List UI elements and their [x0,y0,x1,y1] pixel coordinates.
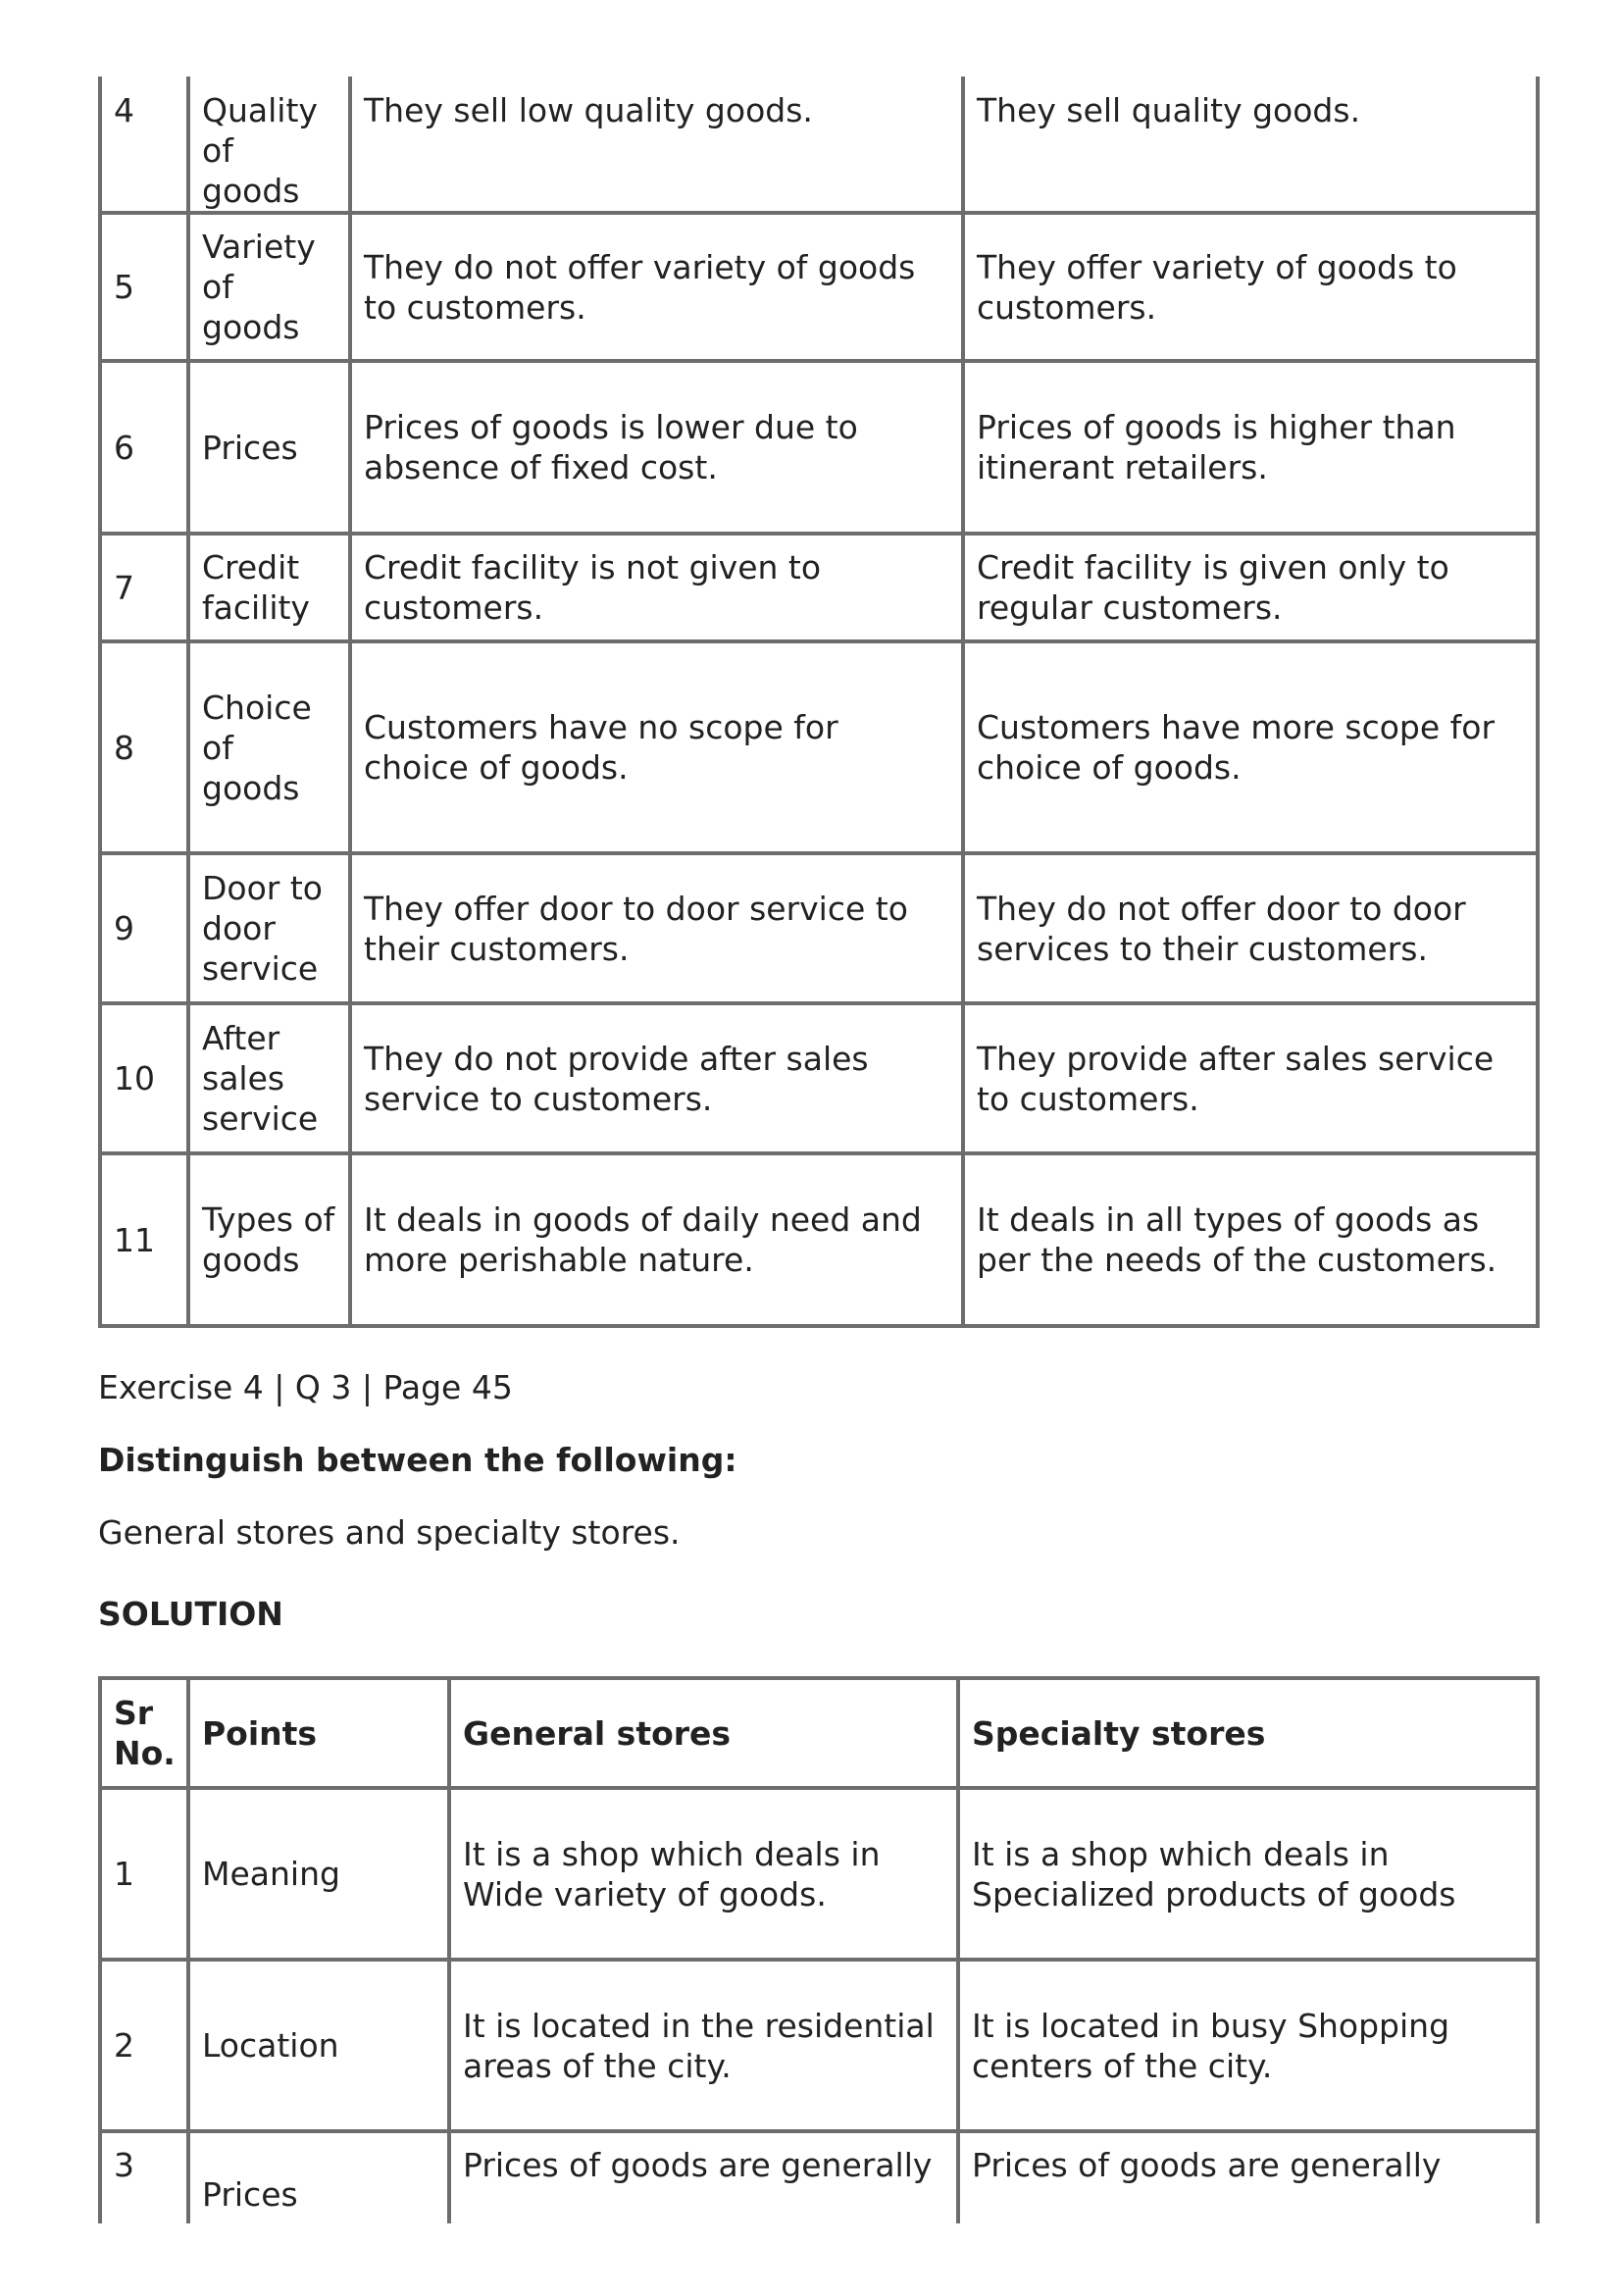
general-stores-cell: It is located in the residential areas of the city. [449,1960,958,2131]
table-row [100,1788,1538,1960]
sr-no-cell: 6 [100,361,188,534]
specialty-stores-cell: It is a shop which deals in Specialized products of goods [958,1788,1538,1960]
fixed-shop-cell: Customers have more scope for choice of goods. [963,641,1538,853]
point-cell: Types of goods [188,1153,350,1326]
point-cell: Prices [188,2131,449,2223]
table-row [100,361,1538,534]
table-row [100,853,1538,1003]
table-row [100,1153,1538,1326]
itinerant-cell: They offer door to door service to their customers. [350,853,963,1003]
header-specialty-stores: Specialty stores [958,1678,1538,1788]
table-row [100,1960,1538,2131]
point-cell: Prices [188,361,350,534]
exercise-reference: Exercise 4 | Q 3 | Page 45 [98,1368,513,1406]
header-points: Points [188,1678,449,1788]
sr-no-cell: 8 [100,641,188,853]
solution-table [98,1676,1540,2223]
point-cell: After sales service [188,1003,350,1153]
itinerant-cell: They do not offer variety of goods to customers. [350,213,963,361]
header-sr-no: Sr No. [100,1678,188,1788]
sr-no-cell: 9 [100,853,188,1003]
sr-no-cell: 7 [100,534,188,641]
point-cell: Quality of goods [188,77,350,213]
fixed-shop-cell: Prices of goods is higher than itinerant retailers. [963,361,1538,534]
fixed-shop-cell: It deals in all types of goods as per the needs of the customers. [963,1153,1538,1326]
sr-no-cell: 5 [100,213,188,361]
fixed-shop-cell: They provide after sales service to customers. [963,1003,1538,1153]
sr-no-cell: 4 [100,77,188,213]
sr-no-cell: 2 [100,1960,188,2131]
table-row [100,2131,1538,2223]
general-stores-cell: It is a shop which deals in Wide variety of goods. [449,1788,958,1960]
header-general-stores: General stores [449,1678,958,1788]
itinerant-cell: They do not provide after sales service to customers. [350,1003,963,1153]
sr-no-cell: 11 [100,1153,188,1326]
itinerant-cell: It deals in goods of daily need and more perishable nature. [350,1153,963,1326]
specialty-stores-cell: Prices of goods are generally [958,2131,1538,2223]
sr-no-cell: 3 [100,2131,188,2223]
sr-no-cell: 1 [100,1788,188,1960]
itinerant-cell: They sell low quality goods. [350,77,963,213]
point-cell: Location [188,1960,449,2131]
point-cell: Door to door service [188,853,350,1003]
itinerant-cell: Prices of goods is lower due to absence of fixed cost. [350,361,963,534]
fixed-shop-cell: They sell quality goods. [963,77,1538,213]
solution-label: SOLUTION [98,1595,283,1633]
comparison-table-continued [98,77,1540,1328]
point-cell: Meaning [188,1788,449,1960]
sr-no-cell: 10 [100,1003,188,1153]
specialty-stores-cell: It is located in busy Shopping centers of the city. [958,1960,1538,2131]
general-stores-cell: Prices of goods are generally [449,2131,958,2223]
table-header-row [100,1678,1538,1788]
table-row [100,1003,1538,1153]
point-cell: Choice of goods [188,641,350,853]
point-cell: Variety of goods [188,213,350,361]
itinerant-cell: Customers have no scope for choice of goods. [350,641,963,853]
fixed-shop-cell: They do not offer door to door services to their customers. [963,853,1538,1003]
question-text: General stores and specialty stores. [98,1513,681,1552]
question-heading: Distinguish between the following: [98,1441,737,1479]
itinerant-cell: Credit facility is not given to customers. [350,534,963,641]
point-cell: Credit facility [188,534,350,641]
fixed-shop-cell: Credit facility is given only to regular customers. [963,534,1538,641]
table-row [100,213,1538,361]
table-row [100,641,1538,853]
table-row [100,534,1538,641]
fixed-shop-cell: They offer variety of goods to customers. [963,213,1538,361]
table-row [100,77,1538,213]
